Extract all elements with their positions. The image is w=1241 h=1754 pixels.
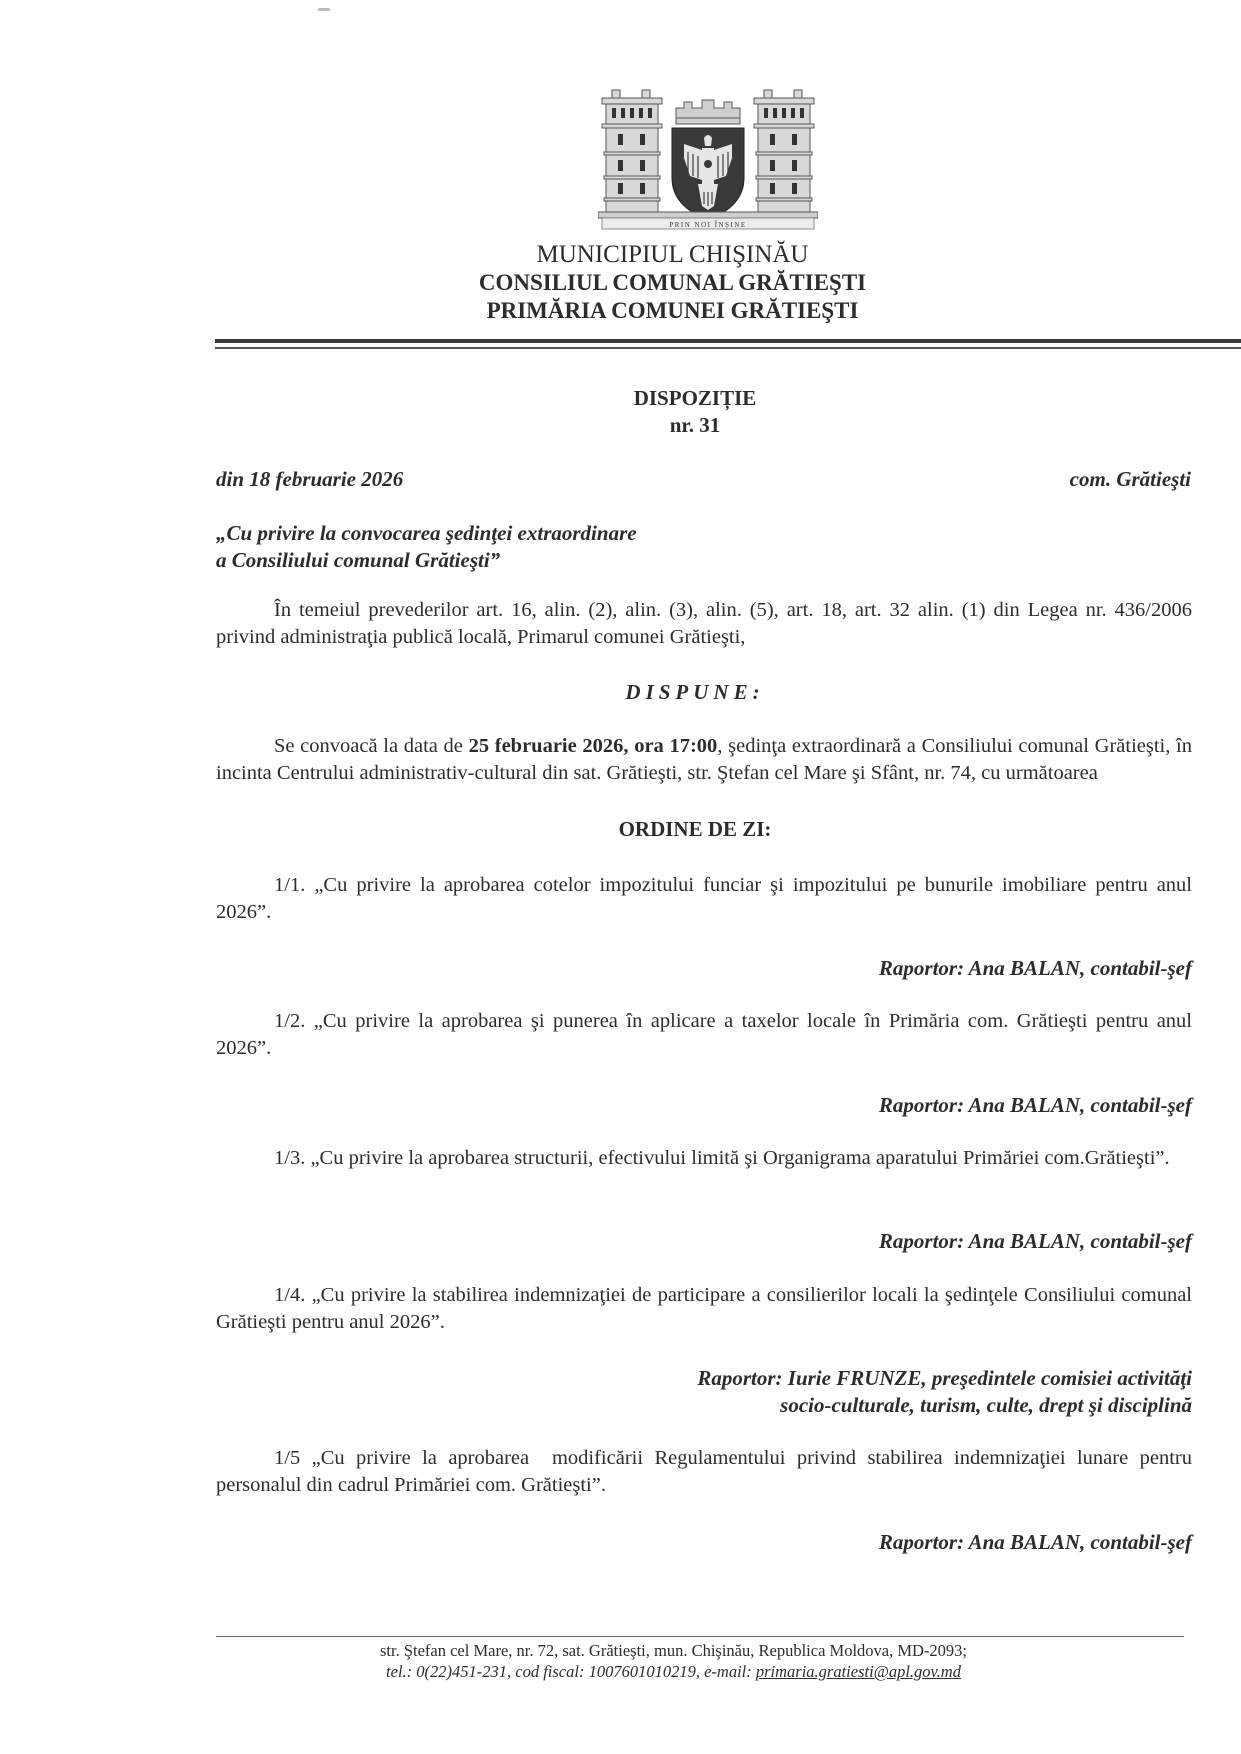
dispune-heading: DISPUNE: [625, 680, 765, 704]
subject-line-2: a Consiliului comunal Grătieşti” [216, 548, 501, 572]
scan-artifact [318, 8, 330, 11]
footer-email-link[interactable]: primaria.gratiesti@apl.gov.md [755, 1662, 961, 1681]
agenda-item-text: 1/1. „Cu privire la aprobarea cotelor impozitului funciar şi impozitului pe bunurile imobiliare pentru anul 2026”. [216, 874, 1192, 923]
agenda-item-rapporteur: Raportor: Ana BALAN, contabil-şef [878, 1229, 1192, 1253]
agenda-item [216, 1445, 1198, 1499]
agenda-item [216, 872, 1192, 926]
header-municipality: MUNICIPIUL CHIŞINĂU [536, 241, 809, 268]
agenda-item-rapporteur: Raportor: Ana BALAN, contabil-şef [878, 1530, 1192, 1554]
subject-line-1: „Cu privire la convocarea şedinţei extraordinare [216, 521, 637, 545]
footer-divider [216, 1636, 1184, 1637]
agenda-item-text: 1/2. „Cu privire la aprobarea şi punerea în aplicare a taxelor locale în Primăria com. Grătieşti pentru anul 2026”. [216, 1010, 1192, 1059]
footer-address: str. Ştefan cel Mare, nr. 72, sat. Grătieşti, mun. Chişinău, Republica Moldova, MD-2093; [379, 1641, 968, 1660]
agenda-item-text: 1/5 „Cu privire la aprobarea modificării Regulamentului privind stabilirea indemnizaţiei lunare pentru personalul din cadrul Primăriei com. Grătieşti”. [216, 1447, 1198, 1496]
agenda-item-rapporteur: Raportor: Ana BALAN, contabil-şef [878, 956, 1192, 980]
chisinau-coat-of-arms-logo [598, 88, 818, 230]
crown-icon [676, 100, 740, 124]
agenda-item-rapporteur [697, 1365, 1192, 1419]
preamble-paragraph [216, 597, 1192, 651]
convocation-paragraph [216, 733, 1192, 787]
document-title-block [560, 385, 830, 439]
agenda-item-rapporteur: Raportor: Ana BALAN, contabil-şef [878, 1093, 1192, 1117]
document-place: com. Grătieşti [1069, 467, 1191, 491]
header-mayoralty: PRIMĂRIA COMUNEI GRĂTIEŞTI [486, 298, 859, 323]
agenda-item-text: 1/4. „Cu privire la stabilirea indemnizaţiei de participare a consilierilor locali la şedinţele Consiliului comunal Grătieşti pentru anul 2026”. [216, 1284, 1208, 1333]
convocation-text-pre: Se convoacă la data de [274, 735, 469, 757]
agenda-item [216, 1008, 1192, 1062]
agenda-item [216, 1145, 1192, 1172]
header-divider-thick [215, 339, 1241, 343]
footer-contacts-text: tel.: 0(22)451-231, cod fiscal: 1007601010219, e-mail: [386, 1662, 756, 1681]
convocation-text-post: , şedinţa extraordinară a Consiliului comunal Grătieşti, în incinta Centrului administrativ-cultural din sat. Grătieşti, str. Ştefan cel Mare şi Sfânt, nr. 74, cu următoarea [216, 735, 1192, 784]
document-subject [216, 520, 637, 574]
header-council: CONSILIUL COMUNAL GRĂTIEŞTI [478, 270, 867, 295]
meeting-datetime: 25 februarie 2026, ora 17:00 [468, 735, 718, 757]
agenda-item [216, 1282, 1208, 1336]
agenda-heading: ORDINE DE ZI: [618, 817, 772, 841]
document-type: DISPOZIȚIE [633, 386, 757, 410]
footer-contacts [53, 1662, 1241, 1682]
preamble-text: În temeiul prevederilor art. 16, alin. (2), alin. (3), alin. (5), art. 18, art. 32 alin. (1) din Legea nr. 436/2006 privind administraţia publică locală, Primarul comunei Grătieşti, [216, 599, 1192, 648]
emblem-motto: PRIN NOI ÎNȘINE [669, 221, 747, 229]
rapporteur-line-1: Raportor: Iurie FRUNZE, preşedintele comisiei activităţi [697, 1366, 1192, 1390]
document-number: nr. 31 [669, 413, 721, 437]
rapporteur-line-2: socio-culturale, turism, culte, drept şi disciplină [780, 1393, 1192, 1417]
document-date: din 18 februarie 2026 [216, 467, 404, 491]
agenda-item-text: 1/3. „Cu privire la aprobarea structurii, efectivului limită şi Organigrama aparatului Primăriei com.Grătieşti”. [274, 1147, 1170, 1169]
header-divider-thin [215, 347, 1241, 349]
